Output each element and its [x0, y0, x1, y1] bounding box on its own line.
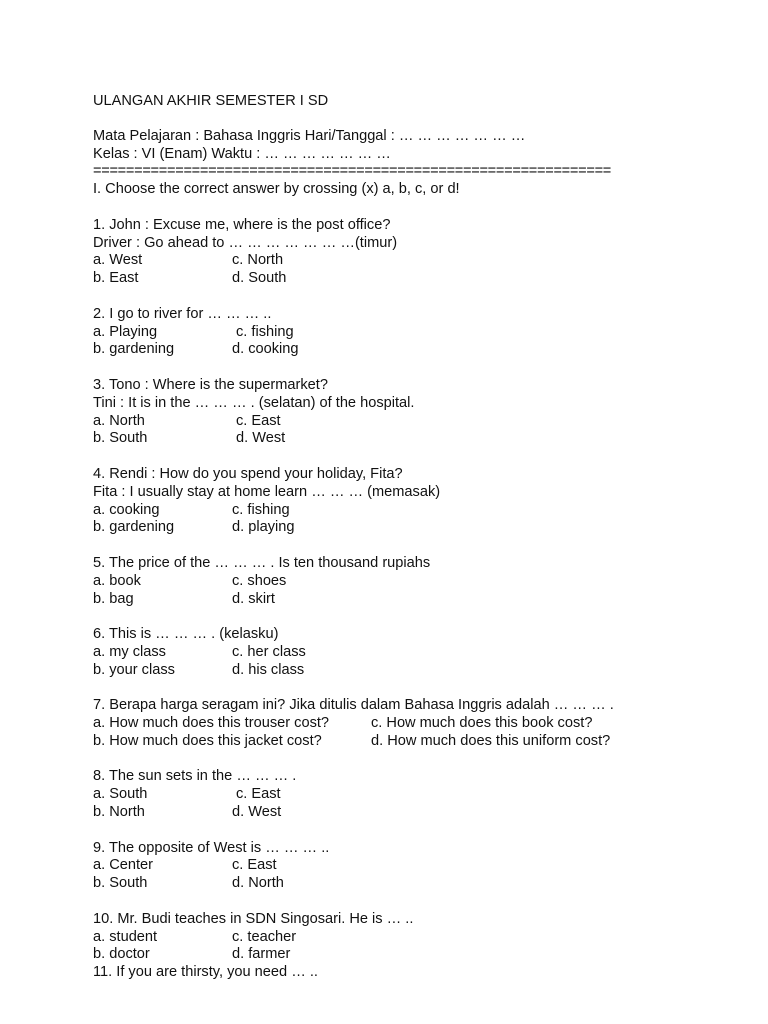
option-row: [93, 804, 733, 822]
option-b[interactable]: b. bag: [93, 590, 134, 607]
question-text: 6. This is … … … . (kelasku): [93, 626, 279, 643]
question-text: Driver : Go ahead to … … … … … … …(timur): [93, 234, 398, 251]
option-a[interactable]: a. my class: [93, 643, 166, 660]
subject-line: Mata Pelajaran : Bahasa Inggris Hari/Tanggal : … … … … … … …: [93, 127, 526, 144]
exam-document: [93, 93, 733, 982]
option-a[interactable]: a. South: [93, 786, 148, 803]
option-a[interactable]: a. student: [93, 928, 158, 945]
question-block: [93, 377, 733, 466]
question-block: [93, 840, 733, 911]
spacer: [93, 359, 733, 377]
option-b[interactable]: b. East: [93, 270, 139, 287]
question-text: 5. The price of the … … … . Is ten thousand rupiahs: [93, 554, 431, 571]
option-row: [93, 430, 733, 448]
option-d[interactable]: d. farmer: [232, 946, 291, 963]
option-b[interactable]: b. doctor: [93, 946, 150, 963]
option-c[interactable]: c. teacher: [232, 928, 297, 945]
separator-line: ===============================================================: [93, 163, 612, 180]
option-d[interactable]: d. skirt: [232, 590, 275, 607]
instructions: I. Choose the correct answer by crossing (x) a, b, c, or d!: [93, 181, 460, 198]
question-text: 8. The sun sets in the … … … .: [93, 768, 297, 785]
question-block: [93, 555, 733, 626]
option-row: [93, 591, 733, 609]
question-block: [93, 217, 733, 306]
exam-title: ULANGAN AKHIR SEMESTER I SD: [93, 93, 329, 109]
option-b[interactable]: b. How much does this jacket cost?: [93, 732, 322, 749]
option-b[interactable]: b. South: [93, 430, 148, 447]
option-row: [93, 733, 733, 751]
question-block: [93, 466, 733, 555]
option-c[interactable]: c. fishing: [232, 501, 290, 518]
option-row: [93, 715, 733, 733]
option-c[interactable]: c. How much does this book cost?: [371, 715, 593, 732]
question-text: Fita : I usually stay at home learn … … … (memasak): [93, 483, 441, 500]
spacer: [93, 751, 733, 769]
option-c[interactable]: c. her class: [232, 643, 306, 660]
question-block: [93, 306, 733, 377]
question-block: [93, 911, 733, 964]
option-a[interactable]: a. North: [93, 412, 145, 429]
question-text: 11. If you are thirsty, you need … ..: [93, 964, 318, 981]
option-d[interactable]: d. cooking: [232, 341, 299, 358]
option-d[interactable]: d. How much does this uniform cost?: [371, 732, 611, 749]
option-row: [93, 519, 733, 537]
option-c[interactable]: c. shoes: [232, 572, 287, 589]
question-text: Tini : It is in the … … … . (selatan) of the hospital.: [93, 394, 415, 411]
option-row: [93, 786, 733, 804]
option-c[interactable]: c. North: [232, 252, 284, 269]
option-row: [93, 662, 733, 680]
option-b[interactable]: b. North: [93, 804, 145, 821]
option-row: [93, 857, 733, 875]
option-d[interactable]: d. playing: [232, 519, 295, 536]
option-d[interactable]: d. his class: [232, 661, 305, 678]
option-b[interactable]: b. your class: [93, 661, 175, 678]
option-row: [93, 324, 733, 342]
question-text: 2. I go to river for … … … ..: [93, 305, 272, 322]
option-row: [93, 946, 733, 964]
option-a[interactable]: a. book: [93, 572, 141, 589]
option-a[interactable]: a. West: [93, 252, 143, 269]
option-row: [93, 270, 733, 288]
question-text: 7. Berapa harga seragam ini? Jika ditulis dalam Bahasa Inggris adalah … … … .: [93, 697, 614, 714]
option-row: [93, 341, 733, 359]
option-d[interactable]: d. North: [232, 875, 284, 892]
option-b[interactable]: b. gardening: [93, 341, 175, 358]
option-c[interactable]: c. East: [236, 786, 281, 803]
option-row: [93, 929, 733, 947]
option-b[interactable]: b. South: [93, 875, 148, 892]
question-block: [93, 768, 733, 839]
option-row: [93, 252, 733, 270]
option-c[interactable]: c. East: [236, 412, 281, 429]
spacer: [93, 448, 733, 466]
option-row: [93, 413, 733, 431]
option-c[interactable]: c. East: [232, 857, 277, 874]
option-b[interactable]: b. gardening: [93, 519, 175, 536]
spacer: [93, 822, 733, 840]
option-row: [93, 644, 733, 662]
option-d[interactable]: d. West: [232, 804, 282, 821]
question-text: 10. Mr. Budi teaches in SDN Singosari. He is … ..: [93, 910, 414, 927]
option-a[interactable]: a. Playing: [93, 323, 158, 340]
option-c[interactable]: c. fishing: [236, 323, 294, 340]
question-text: 1. John : Excuse me, where is the post office?: [93, 216, 391, 233]
option-a[interactable]: a. Center: [93, 857, 154, 874]
option-d[interactable]: d. West: [236, 430, 286, 447]
question-text: 4. Rendi : How do you spend your holiday, Fita?: [93, 465, 403, 482]
spacer: [93, 893, 733, 911]
option-a[interactable]: a. How much does this trouser cost?: [93, 715, 330, 732]
question-text: 9. The opposite of West is … … … ..: [93, 839, 330, 856]
option-a[interactable]: a. cooking: [93, 501, 160, 518]
option-row: [93, 573, 733, 591]
question-block: [93, 626, 733, 697]
option-d[interactable]: d. South: [232, 270, 287, 287]
spacer: [93, 288, 733, 306]
class-line: Kelas : VI (Enam) Waktu : … … … … … … …: [93, 145, 391, 162]
option-row: [93, 502, 733, 520]
spacer: [93, 537, 733, 555]
spacer: [93, 199, 733, 217]
question-block: [93, 697, 733, 768]
spacer: [93, 608, 733, 626]
option-row: [93, 875, 733, 893]
question-text: 3. Tono : Where is the supermarket?: [93, 376, 328, 393]
spacer: [93, 680, 733, 698]
